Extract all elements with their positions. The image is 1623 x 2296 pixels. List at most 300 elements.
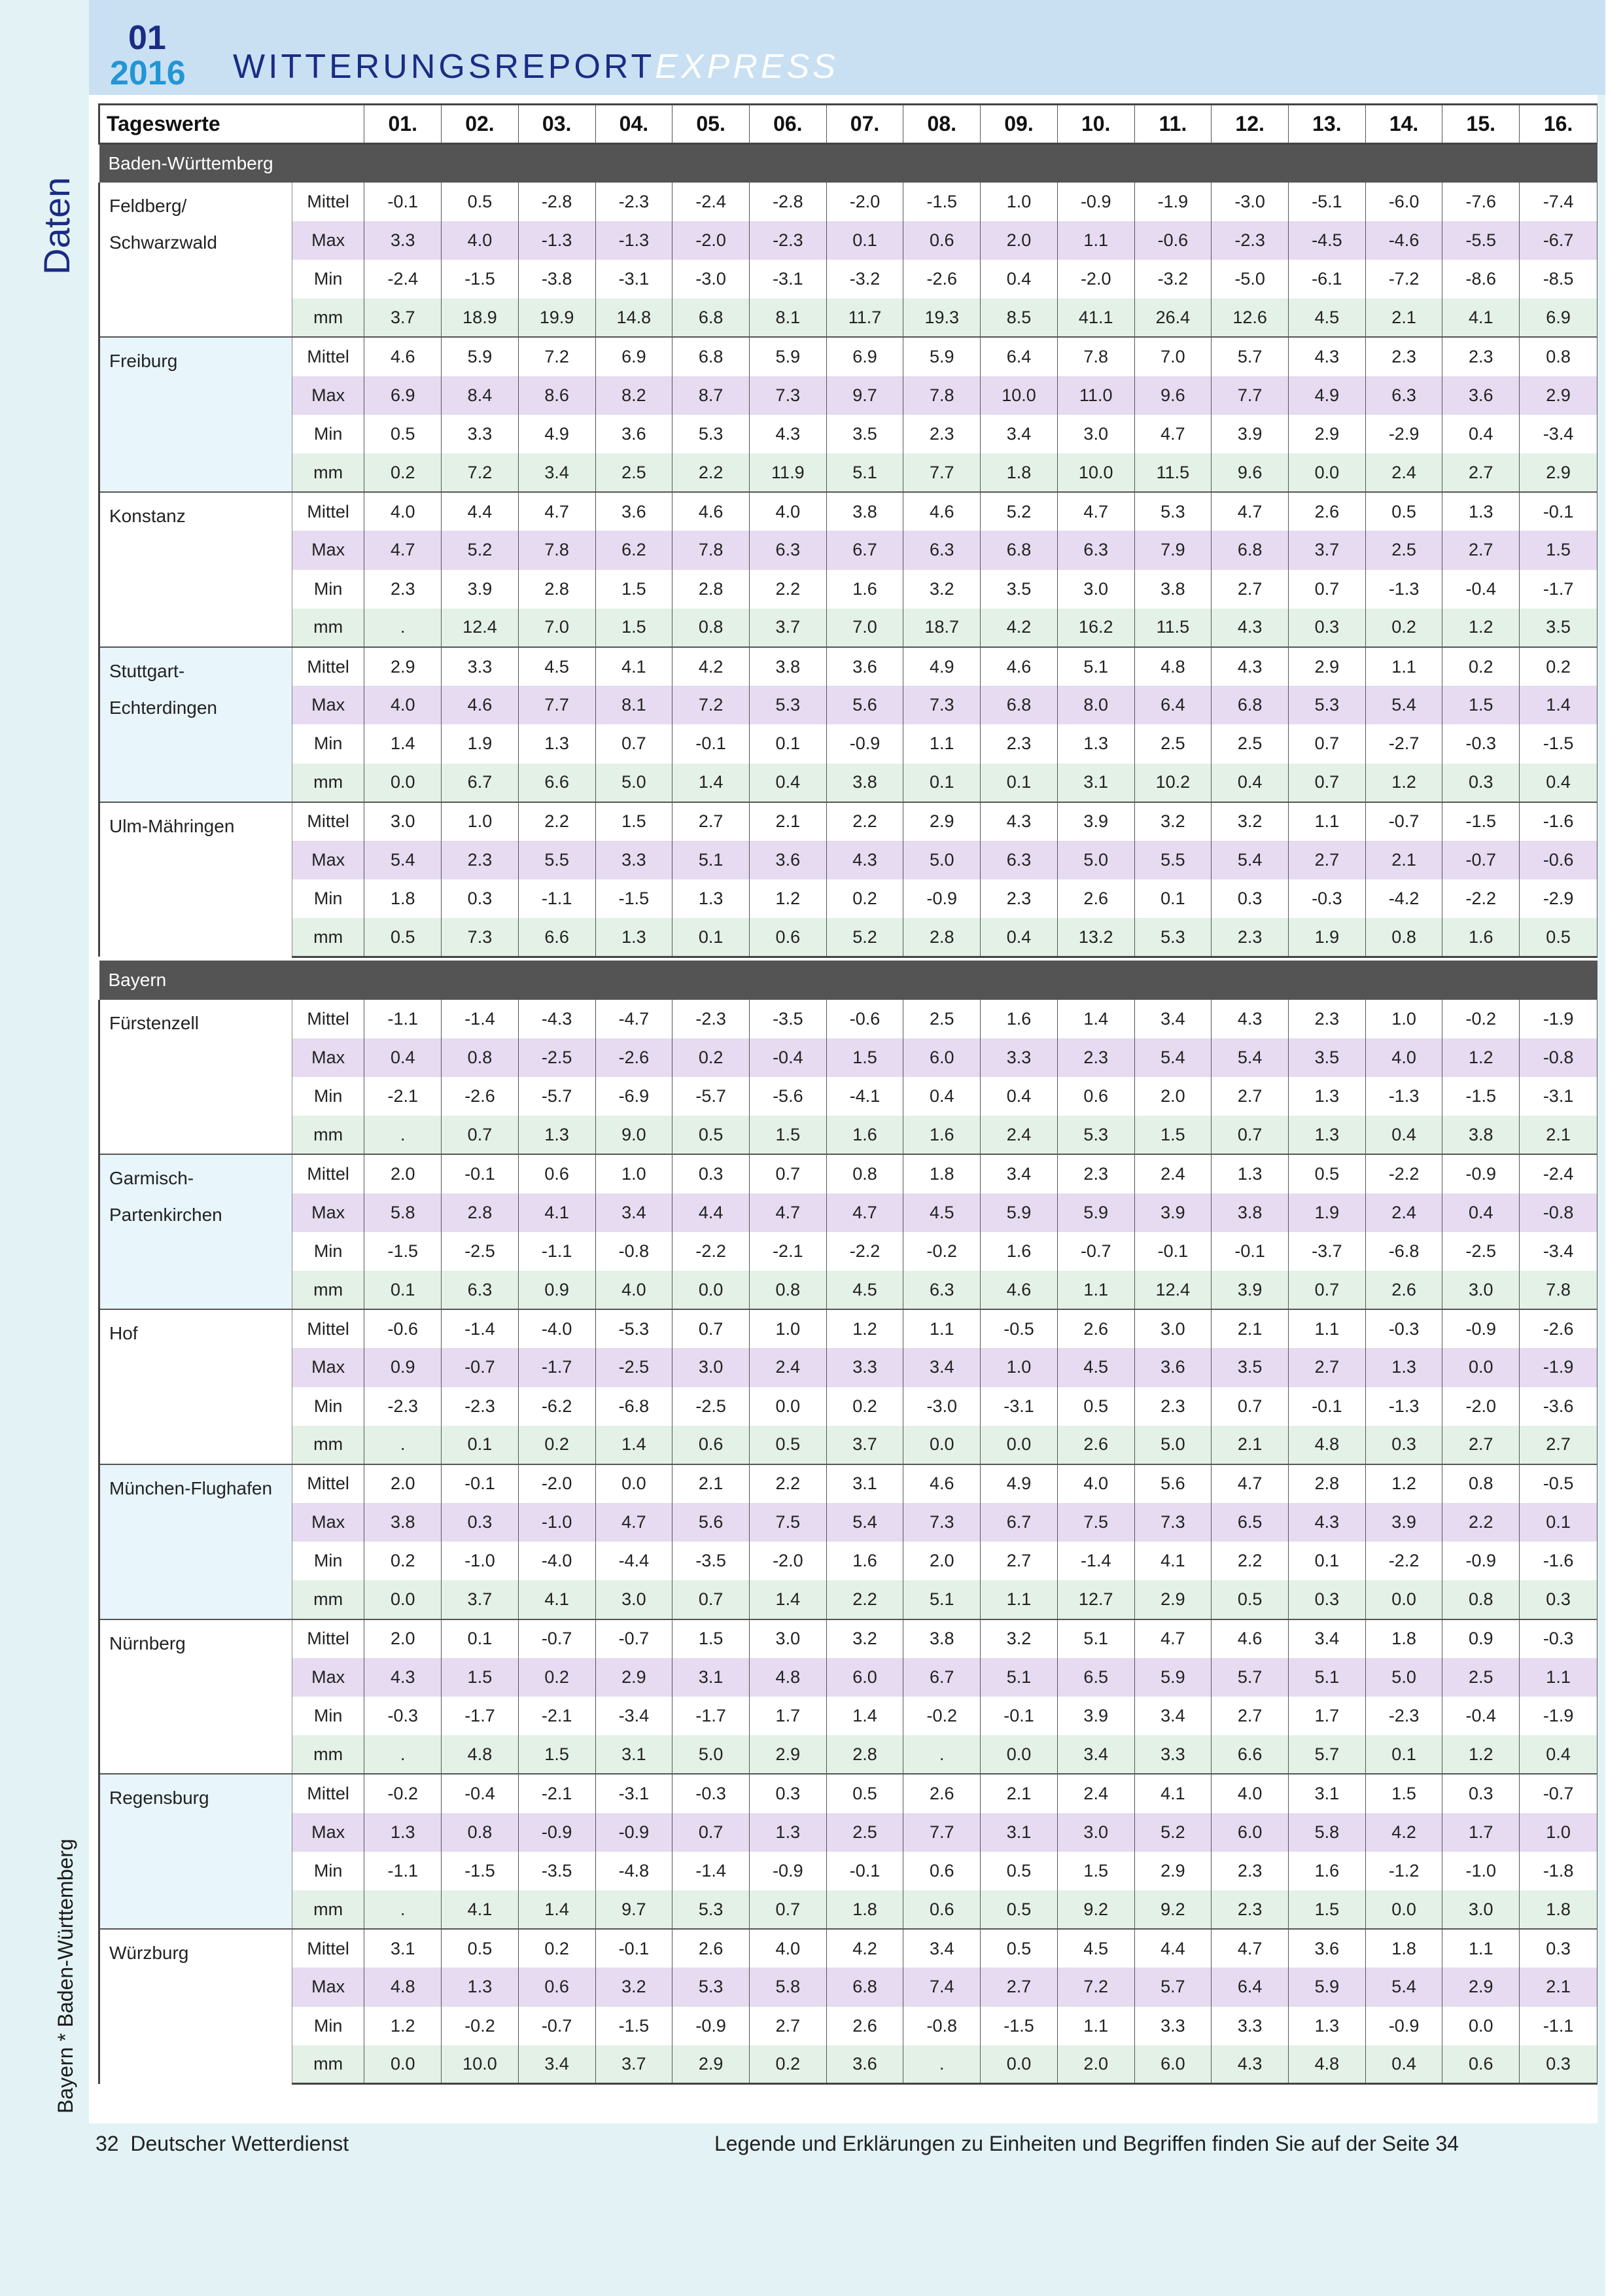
value-cell: 0.0	[1365, 1580, 1442, 1619]
value-cell: 5.4	[1365, 1968, 1442, 2006]
value-cell: 1.2	[1365, 1464, 1442, 1503]
value-cell: -5.7	[672, 1077, 750, 1116]
value-cell: 0.8	[826, 1154, 903, 1193]
value-cell: 1.0	[1520, 1813, 1597, 1852]
value-cell: 4.3	[1289, 1503, 1366, 1542]
value-cell: 1.4	[1057, 1000, 1134, 1038]
value-cell: 1.5	[1365, 1774, 1442, 1812]
value-cell: -0.6	[364, 1309, 442, 1348]
value-cell: 4.1	[1134, 1542, 1212, 1580]
value-cell: -5.1	[1289, 183, 1366, 221]
value-cell: -0.6	[1134, 221, 1212, 260]
value-cell: 3.7	[749, 609, 826, 647]
value-cell: -0.7	[1520, 1774, 1597, 1812]
metric-label: Max	[292, 686, 364, 724]
value-cell: -1.9	[1520, 1000, 1597, 1038]
value-cell: 0.2	[1520, 647, 1597, 686]
value-cell: 6.8	[672, 337, 750, 376]
value-cell: 2.4	[1365, 1193, 1442, 1232]
metric-label: Max	[292, 1658, 364, 1697]
value-cell: -2.1	[518, 1774, 595, 1812]
metric-label: Min	[292, 2007, 364, 2045]
value-cell: 1.3	[1365, 1348, 1442, 1386]
metric-label: Max	[292, 1813, 364, 1852]
value-cell: 6.9	[826, 337, 903, 376]
table-row	[99, 570, 1597, 609]
value-cell: -6.1	[1289, 260, 1366, 298]
value-cell: 7.2	[518, 337, 595, 376]
value-cell: 4.8	[442, 1735, 519, 1774]
value-cell: 0.6	[672, 1426, 750, 1464]
value-cell: 3.7	[364, 298, 442, 337]
value-cell: -1.5	[1520, 724, 1597, 763]
value-cell: 4.0	[749, 1929, 826, 1968]
table-row	[99, 1000, 1597, 1038]
station-name: Nürnberg	[99, 1619, 292, 1775]
value-cell: 2.1	[1365, 841, 1442, 879]
value-cell: 5.0	[595, 764, 672, 802]
metric-label: Min	[292, 724, 364, 763]
value-cell: 0.8	[672, 609, 750, 647]
value-cell: 4.3	[981, 802, 1058, 841]
value-cell: 1.9	[1289, 1193, 1366, 1232]
value-cell: 0.7	[1289, 570, 1366, 609]
value-cell: 1.2	[1442, 1038, 1520, 1077]
value-cell: -1.4	[442, 1309, 519, 1348]
value-cell: 3.7	[595, 2045, 672, 2084]
value-cell: 5.4	[1365, 686, 1442, 724]
value-cell: 4.2	[672, 647, 750, 686]
value-cell: 3.9	[1057, 1697, 1134, 1735]
value-cell: 0.5	[981, 1890, 1058, 1929]
value-cell: 3.8	[749, 647, 826, 686]
table-row	[99, 1890, 1597, 1929]
value-cell: 0.1	[364, 1271, 442, 1309]
value-cell: -1.5	[595, 2007, 672, 2045]
value-cell: 1.4	[749, 1580, 826, 1619]
value-cell: -2.0	[749, 1542, 826, 1580]
page-number: 32	[96, 2132, 119, 2155]
value-cell: 0.6	[518, 1968, 595, 2006]
value-cell: 7.7	[518, 686, 595, 724]
value-cell: .	[364, 609, 442, 647]
value-cell: 0.8	[1365, 918, 1442, 957]
value-cell: 4.7	[595, 1503, 672, 1542]
table-row	[99, 1348, 1597, 1386]
value-cell: -2.3	[672, 1000, 750, 1038]
day-header: 16.	[1520, 105, 1597, 144]
value-cell: -2.4	[364, 260, 442, 298]
value-cell: 3.9	[1134, 1193, 1212, 1232]
value-cell: 1.3	[518, 1116, 595, 1154]
value-cell: -1.9	[1520, 1348, 1597, 1386]
value-cell: 11.5	[1134, 609, 1212, 647]
value-cell: 0.4	[1365, 2045, 1442, 2084]
metric-label: mm	[292, 1890, 364, 1929]
value-cell: 2.2	[826, 1580, 903, 1619]
value-cell: 3.1	[1289, 1774, 1366, 1812]
value-cell: -1.7	[518, 1348, 595, 1386]
value-cell: 2.7	[672, 802, 750, 841]
value-cell: -2.2	[672, 1232, 750, 1271]
value-cell: 2.8	[903, 918, 981, 957]
value-cell: 2.3	[1057, 1038, 1134, 1077]
value-cell: 0.5	[1520, 918, 1597, 957]
value-cell: 4.0	[442, 221, 519, 260]
value-cell: 7.3	[903, 1503, 981, 1542]
table-row	[99, 1309, 1597, 1348]
value-cell: 0.5	[672, 1116, 750, 1154]
value-cell: 1.1	[1289, 1309, 1366, 1348]
value-cell: 3.4	[981, 1154, 1058, 1193]
metric-label: Mittel	[292, 1000, 364, 1038]
value-cell: -2.4	[1520, 1154, 1597, 1193]
value-cell: 7.3	[1134, 1503, 1212, 1542]
value-cell: 1.3	[1442, 492, 1520, 531]
value-cell: 9.7	[595, 1890, 672, 1929]
value-cell: -2.5	[1442, 1232, 1520, 1271]
value-cell: 6.7	[826, 531, 903, 569]
value-cell: 4.5	[1057, 1929, 1134, 1968]
value-cell: 0.1	[981, 764, 1058, 802]
value-cell: 0.7	[672, 1309, 750, 1348]
value-cell: -2.0	[1057, 260, 1134, 298]
value-cell: -1.8	[1520, 1852, 1597, 1890]
metric-label: mm	[292, 453, 364, 492]
report-title-main: WITTERUNGSREPORT	[233, 48, 655, 86]
value-cell: 3.4	[903, 1929, 981, 1968]
value-cell: 1.1	[903, 724, 981, 763]
value-cell: 5.4	[1134, 1038, 1212, 1077]
table-row	[99, 1813, 1597, 1852]
value-cell: 7.2	[1057, 1968, 1134, 2006]
value-cell: 2.9	[1134, 1852, 1212, 1890]
value-cell: 5.6	[1134, 1464, 1212, 1503]
table-row	[99, 686, 1597, 724]
value-cell: -0.9	[826, 724, 903, 763]
value-cell: 2.7	[1212, 1697, 1289, 1735]
value-cell: 2.3	[981, 879, 1058, 918]
value-cell: 2.9	[672, 2045, 750, 2084]
value-cell: -2.0	[1442, 1387, 1520, 1426]
value-cell: 2.1	[1520, 1968, 1597, 2006]
value-cell: 3.9	[442, 570, 519, 609]
value-cell: 0.7	[672, 1580, 750, 1619]
value-cell: 4.7	[1134, 415, 1212, 453]
value-cell: 8.4	[442, 376, 519, 415]
value-cell: 8.1	[749, 298, 826, 337]
metric-label: Max	[292, 1968, 364, 2006]
value-cell: -2.6	[595, 1038, 672, 1077]
header-label: Tageswerte	[99, 105, 364, 144]
value-cell: 3.5	[826, 415, 903, 453]
value-cell: 2.7	[981, 1968, 1058, 2006]
value-cell: -0.1	[364, 183, 442, 221]
value-cell: 1.0	[1365, 1000, 1442, 1038]
value-cell: 4.9	[903, 647, 981, 686]
value-cell: -0.9	[903, 879, 981, 918]
day-header: 14.	[1365, 105, 1442, 144]
value-cell: 6.0	[1134, 2045, 1212, 2084]
value-cell: 1.3	[1057, 724, 1134, 763]
value-cell: 1.8	[1365, 1619, 1442, 1658]
value-cell: 3.4	[981, 415, 1058, 453]
value-cell: 4.7	[364, 531, 442, 569]
value-cell: -2.5	[672, 1387, 750, 1426]
value-cell: 1.3	[518, 724, 595, 763]
value-cell: -5.6	[749, 1077, 826, 1116]
value-cell: 4.9	[1289, 376, 1366, 415]
value-cell: -2.3	[442, 1387, 519, 1426]
value-cell: 0.1	[442, 1619, 519, 1658]
value-cell: 4.6	[903, 1464, 981, 1503]
value-cell: -2.6	[903, 260, 981, 298]
value-cell: 4.2	[826, 1929, 903, 1968]
value-cell: 2.7	[1442, 531, 1520, 569]
value-cell: 5.5	[1134, 841, 1212, 879]
metric-label: Min	[292, 879, 364, 918]
value-cell: 1.0	[442, 802, 519, 841]
value-cell: 1.4	[1520, 686, 1597, 724]
value-cell: 0.5	[1365, 492, 1442, 531]
value-cell: 2.7	[1212, 1077, 1289, 1116]
value-cell: 1.3	[1212, 1154, 1289, 1193]
value-cell: -0.9	[749, 1852, 826, 1890]
value-cell: 4.7	[518, 492, 595, 531]
value-cell: -0.3	[1520, 1619, 1597, 1658]
value-cell: 0.2	[826, 879, 903, 918]
value-cell: 11.5	[1134, 453, 1212, 492]
value-cell: 2.6	[672, 1929, 750, 1968]
value-cell: -1.7	[672, 1697, 750, 1735]
value-cell: 16.2	[1057, 609, 1134, 647]
value-cell: 5.0	[1134, 1426, 1212, 1464]
value-cell: -3.4	[1520, 415, 1597, 453]
value-cell: 4.5	[1057, 1348, 1134, 1386]
value-cell: -1.4	[672, 1852, 750, 1890]
table-row	[99, 2045, 1597, 2084]
value-cell: -1.5	[981, 2007, 1058, 2045]
value-cell: 5.3	[1134, 918, 1212, 957]
value-cell: 1.4	[826, 1697, 903, 1735]
value-cell: -1.1	[518, 879, 595, 918]
metric-label: mm	[292, 1426, 364, 1464]
value-cell: -4.8	[595, 1852, 672, 1890]
table-row	[99, 647, 1597, 686]
value-cell: 2.9	[1289, 415, 1366, 453]
value-cell: -0.9	[1442, 1309, 1520, 1348]
value-cell: 0.2	[364, 453, 442, 492]
value-cell: 6.6	[518, 764, 595, 802]
value-cell: 7.7	[1212, 376, 1289, 415]
value-cell: 12.4	[442, 609, 519, 647]
value-cell: -2.0	[826, 183, 903, 221]
value-cell: -0.9	[518, 1813, 595, 1852]
metric-label: Max	[292, 531, 364, 569]
value-cell: -2.9	[1365, 415, 1442, 453]
value-cell: 1.8	[1365, 1929, 1442, 1968]
value-cell: .	[364, 1116, 442, 1154]
value-cell: 2.7	[1289, 1348, 1366, 1386]
value-cell: 6.0	[826, 1658, 903, 1697]
value-cell: 8.7	[672, 376, 750, 415]
metric-label: mm	[292, 298, 364, 337]
value-cell: 5.1	[672, 841, 750, 879]
value-cell: 3.6	[826, 2045, 903, 2084]
value-cell: 2.3	[1212, 1852, 1289, 1890]
value-cell: 0.5	[1057, 1387, 1134, 1426]
value-cell: 0.3	[1520, 1580, 1597, 1619]
value-cell: 2.3	[1212, 918, 1289, 957]
value-cell: 0.3	[1442, 1774, 1520, 1812]
value-cell: 0.4	[903, 1077, 981, 1116]
value-cell: 7.8	[1520, 1271, 1597, 1309]
value-cell: 5.9	[981, 1193, 1058, 1232]
value-cell: 10.0	[442, 2045, 519, 2084]
value-cell: 9.7	[826, 376, 903, 415]
value-cell: 3.0	[1442, 1271, 1520, 1309]
value-cell: 0.6	[903, 1852, 981, 1890]
day-header: 09.	[981, 105, 1058, 144]
value-cell: 4.7	[1057, 492, 1134, 531]
value-cell: -1.3	[595, 221, 672, 260]
metric-label: Mittel	[292, 1464, 364, 1503]
value-cell: -3.5	[749, 1000, 826, 1038]
day-header: 13.	[1289, 105, 1366, 144]
value-cell: -1.5	[1442, 1077, 1520, 1116]
value-cell: 3.5	[1212, 1348, 1289, 1386]
value-cell: -2.5	[595, 1348, 672, 1386]
value-cell: 6.3	[981, 841, 1058, 879]
value-cell: 3.7	[442, 1580, 519, 1619]
value-cell: 1.5	[595, 570, 672, 609]
value-cell: 3.0	[672, 1348, 750, 1386]
value-cell: -2.5	[442, 1232, 519, 1271]
metric-label: mm	[292, 1735, 364, 1774]
value-cell: 3.0	[1442, 1890, 1520, 1929]
value-cell: -1.0	[1442, 1852, 1520, 1890]
value-cell: 4.8	[1134, 647, 1212, 686]
value-cell: 2.2	[518, 802, 595, 841]
value-cell: 1.8	[1520, 1890, 1597, 1929]
value-cell: 0.3	[1520, 1929, 1597, 1968]
value-cell: 8.1	[595, 686, 672, 724]
value-cell: 1.2	[749, 879, 826, 918]
metric-label: Mittel	[292, 1929, 364, 1968]
value-cell: 19.9	[518, 298, 595, 337]
value-cell: 3.1	[826, 1464, 903, 1503]
value-cell: -0.7	[442, 1348, 519, 1386]
metric-label: Max	[292, 221, 364, 260]
value-cell: -0.6	[826, 1000, 903, 1038]
metric-label: mm	[292, 609, 364, 647]
value-cell: -0.9	[1442, 1542, 1520, 1580]
value-cell: 2.3	[1289, 1000, 1366, 1038]
value-cell: .	[364, 1426, 442, 1464]
table-row	[99, 609, 1597, 647]
value-cell: 4.5	[903, 1193, 981, 1232]
value-cell: 1.3	[364, 1813, 442, 1852]
value-cell: 0.9	[518, 1271, 595, 1309]
value-cell: -3.1	[749, 260, 826, 298]
value-cell: 6.8	[981, 686, 1058, 724]
value-cell: 5.8	[1289, 1813, 1366, 1852]
value-cell: -1.3	[1365, 1077, 1442, 1116]
value-cell: 7.2	[672, 686, 750, 724]
value-cell: 5.7	[1212, 1658, 1289, 1697]
value-cell: 5.9	[1134, 1658, 1212, 1697]
value-cell: 4.3	[1212, 2045, 1289, 2084]
value-cell: -2.0	[518, 1464, 595, 1503]
value-cell: 2.4	[1057, 1774, 1134, 1812]
metric-label: mm	[292, 1271, 364, 1309]
metric-label: Min	[292, 1077, 364, 1116]
value-cell: 6.6	[518, 918, 595, 957]
value-cell: 3.4	[903, 1348, 981, 1386]
value-cell: -2.4	[672, 183, 750, 221]
value-cell: 5.9	[1057, 1193, 1134, 1232]
value-cell: 5.3	[1057, 1116, 1134, 1154]
value-cell: 0.8	[1520, 337, 1597, 376]
value-cell: 6.4	[981, 337, 1058, 376]
value-cell: 1.1	[1365, 647, 1442, 686]
value-cell: 10.0	[981, 376, 1058, 415]
value-cell: -4.4	[595, 1542, 672, 1580]
value-cell: 0.6	[749, 918, 826, 957]
value-cell: 7.3	[749, 376, 826, 415]
state-name: Bayern	[99, 961, 1597, 999]
value-cell: 4.3	[1289, 337, 1366, 376]
value-cell: 3.2	[1134, 802, 1212, 841]
value-cell: -3.2	[826, 260, 903, 298]
value-cell: 0.5	[981, 1852, 1058, 1890]
value-cell: 0.0	[1442, 1348, 1520, 1386]
value-cell: 1.5	[1442, 686, 1520, 724]
value-cell: 2.7	[981, 1542, 1058, 1580]
value-cell: -4.1	[826, 1077, 903, 1116]
value-cell: -1.9	[1134, 183, 1212, 221]
value-cell: 1.1	[1057, 221, 1134, 260]
value-cell: -0.7	[1057, 1232, 1134, 1271]
value-cell: 1.0	[749, 1309, 826, 1348]
table-row	[99, 492, 1597, 531]
value-cell: 1.3	[749, 1813, 826, 1852]
value-cell: 4.6	[981, 647, 1058, 686]
table-row	[99, 841, 1597, 879]
metric-label: Min	[292, 260, 364, 298]
value-cell: 2.5	[1365, 531, 1442, 569]
value-cell: 1.3	[672, 879, 750, 918]
table-row	[99, 453, 1597, 492]
value-cell: 5.6	[672, 1503, 750, 1542]
value-cell: -1.7	[1520, 570, 1597, 609]
day-header: 15.	[1442, 105, 1520, 144]
value-cell: -1.7	[442, 1697, 519, 1735]
value-cell: 5.1	[826, 453, 903, 492]
value-cell: 0.0	[1365, 1890, 1442, 1929]
value-cell: -3.2	[1134, 260, 1212, 298]
value-cell: -0.7	[1442, 841, 1520, 879]
value-cell: 5.3	[749, 686, 826, 724]
value-cell: 4.0	[364, 686, 442, 724]
value-cell: 1.2	[1365, 764, 1442, 802]
value-cell: -0.6	[1520, 841, 1597, 879]
day-header: 07.	[826, 105, 903, 144]
day-header: 05.	[672, 105, 750, 144]
value-cell: 3.2	[1212, 802, 1289, 841]
value-cell: 5.4	[1212, 841, 1289, 879]
station-name: Regensburg	[99, 1774, 292, 1929]
